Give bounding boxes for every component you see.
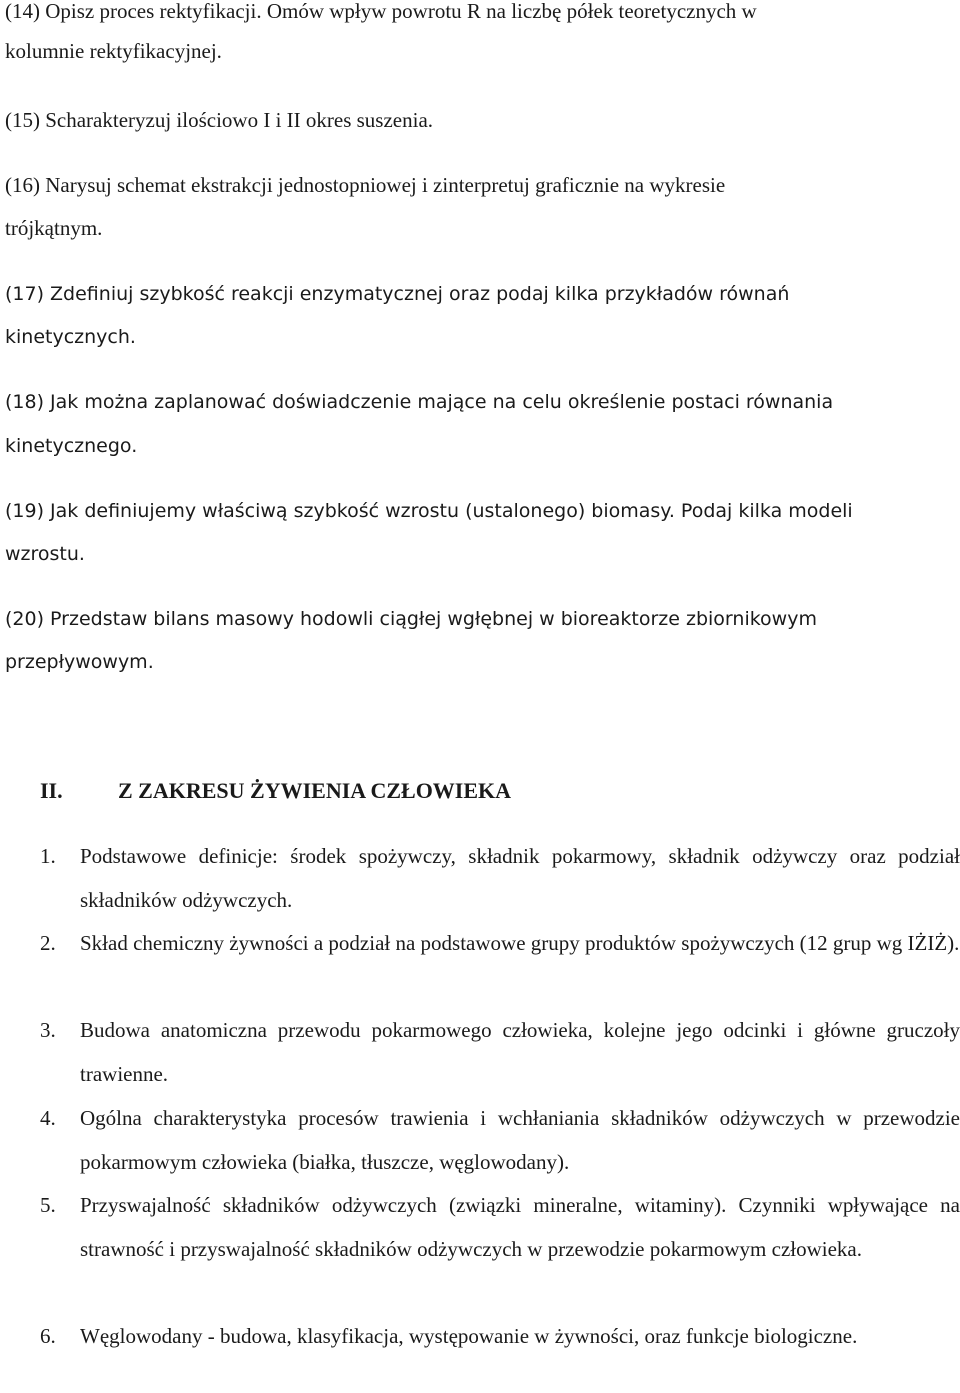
- question-20-line-2: przepływowym.: [5, 651, 154, 673]
- list-item-text: Podstawowe definicje: środek spożywczy, składnik pokarmowy, składnik odżywczy oraz podział składników odżywczych.: [80, 844, 960, 912]
- question-17-line-1: (17) Zdefiniuj szybkość reakcji enzymatycznej oraz podaj kilka przykładów równań: [5, 283, 790, 305]
- list-item-text: Przyswajalność składników odżywczych (związki mineralne, witaminy). Czynniki wpływające na strawność i przyswajalność składników odżywczych w przewodzie pokarmowym człowieka.: [80, 1193, 960, 1261]
- list-item-text: Ogólna charakterystyka procesów trawienia i wchłaniania składników odżywczych w przewodzie pokarmowym człowieka (białka, tłuszcze, węglowodany).: [80, 1106, 960, 1174]
- question-19-line-1: (19) Jak definiujemy właściwą szybkość wzrostu (ustalonego) biomasy. Podaj kilka modeli: [5, 500, 853, 522]
- question-16-line-2: trójkątnym.: [5, 216, 103, 240]
- list-item-number: 5.: [40, 1193, 56, 1217]
- section-number: II.: [40, 778, 63, 803]
- list-item-text: Budowa anatomiczna przewodu pokarmowego człowieka, kolejne jego odcinki i główne gruczoły trawienne.: [80, 1018, 960, 1086]
- question-18-line-2: kinetycznego.: [5, 435, 138, 457]
- list-item-number: 2.: [40, 931, 56, 955]
- question-14-line-2: kolumnie rektyfikacyjnej.: [5, 39, 222, 63]
- list-item-text: Węglowodany - budowa, klasyfikacja, występowanie w żywności, oraz funkcje biologiczne.: [80, 1324, 858, 1348]
- section-title: Z ZAKRESU ŻYWIENIA CZŁOWIEKA: [118, 778, 512, 803]
- question-15-line-1: (15) Scharakteryzuj ilościowo I i II okres suszenia.: [5, 108, 434, 132]
- question-18-line-1: (18) Jak można zaplanować doświadczenie mające na celu określenie postaci równania: [5, 391, 834, 413]
- question-14-line-1: (14) Opisz proces rektyfikacji. Omów wpływ powrotu R na liczbę półek teoretycznych w: [5, 0, 757, 23]
- list-item-number: 6.: [40, 1324, 56, 1348]
- question-19-line-2: wzrostu.: [5, 543, 85, 565]
- list-item-number: 1.: [40, 844, 56, 868]
- question-17-line-2: kinetycznych.: [5, 326, 136, 348]
- question-20-line-1: (20) Przedstaw bilans masowy hodowli ciągłej wgłębnej w bioreaktorze zbiornikowym: [5, 608, 817, 630]
- list-item-number: 4.: [40, 1106, 56, 1130]
- section-heading: [40, 776, 511, 806]
- question-16-line-1: (16) Narysuj schemat ekstrakcji jednostopniowej i zinterpretuj graficznie na wykresie: [5, 173, 726, 197]
- list-item-text: Skład chemiczny żywności a podział na podstawowe grupy produktów spożywczych (12 grup wg IŻIŻ).: [80, 931, 960, 955]
- list-item-number: 3.: [40, 1018, 56, 1042]
